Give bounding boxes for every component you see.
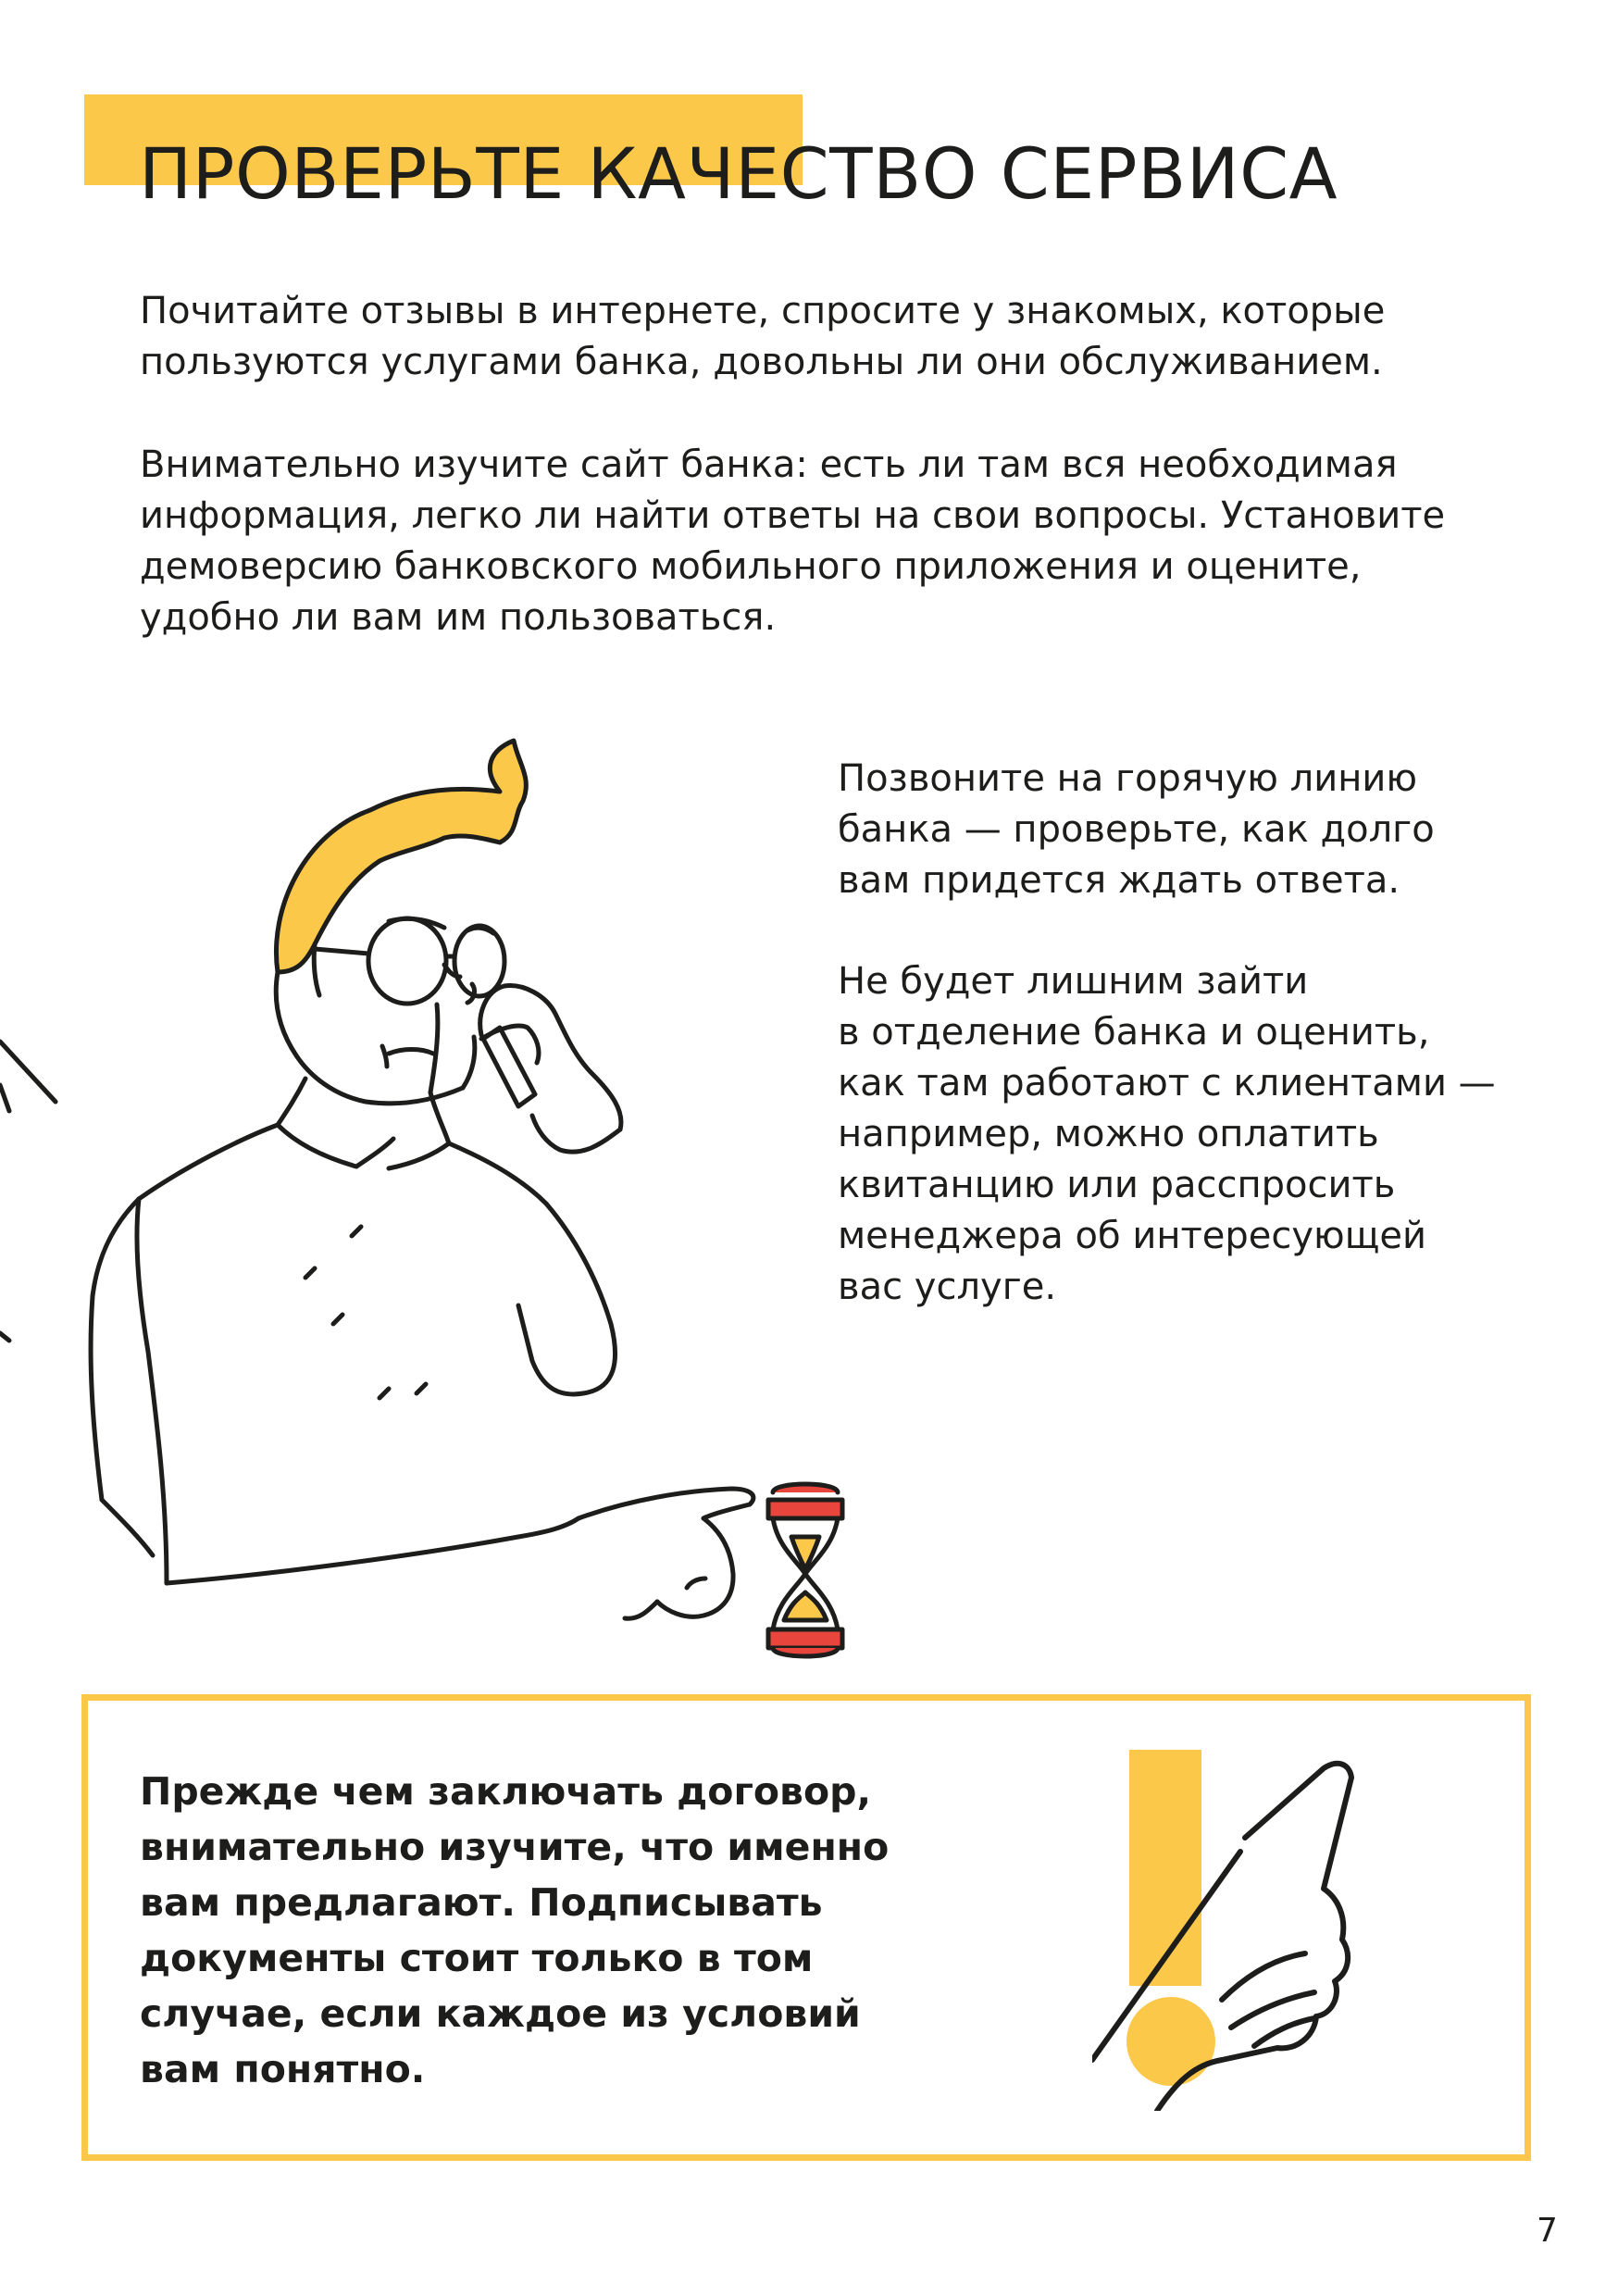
- paragraph-reviews: Почитайте отзывы в интернете, спросите у знакомых, которые пользуются услугами банка, довольны ли они обслуживанием.: [140, 290, 1386, 383]
- paragraph-branch-visit: Не будет лишним зайти в отделение банка и оценить, как там работают с клиентами — например, можно оплатить квитанцию или расспросить менеджера об интересующей вас услуге.: [838, 960, 1496, 1308]
- page-number: 7: [1537, 2212, 1558, 2250]
- page-title: ПРОВЕРЬТЕ КАЧЕСТВО СЕРВИСА: [139, 132, 1338, 215]
- torso: [91, 1079, 616, 1583]
- arm-to-hourglass: [102, 1489, 753, 1618]
- exclamation-pointing-hand-icon: [1092, 1750, 1398, 2111]
- phone-hand: [480, 986, 621, 1153]
- hourglass: [768, 1484, 842, 1656]
- paragraph-website: Внимательно изучите сайт банка: есть ли там вся необходимая информация, легко ли найти ответы на свои вопросы. Установите демоверсию банковского мобильного приложения и оцените, удобно ли вам им пользоваться.: [140, 443, 1446, 639]
- man-on-phone-with-hourglass-illustration: [0, 722, 907, 1703]
- callout-text: Прежде чем заключать договор, внимательно изучите, что именно вам предлагают. Подписывать документы стоит только в том случае, если каждое из условий вам понятно.: [140, 1769, 890, 2091]
- partial-figure-left-edge: [0, 1042, 56, 1341]
- hair: [276, 741, 526, 972]
- paragraph-hotline: Позвоните на горячую линию банка — проверьте, как долго вам придется ждать ответа.: [838, 757, 1435, 902]
